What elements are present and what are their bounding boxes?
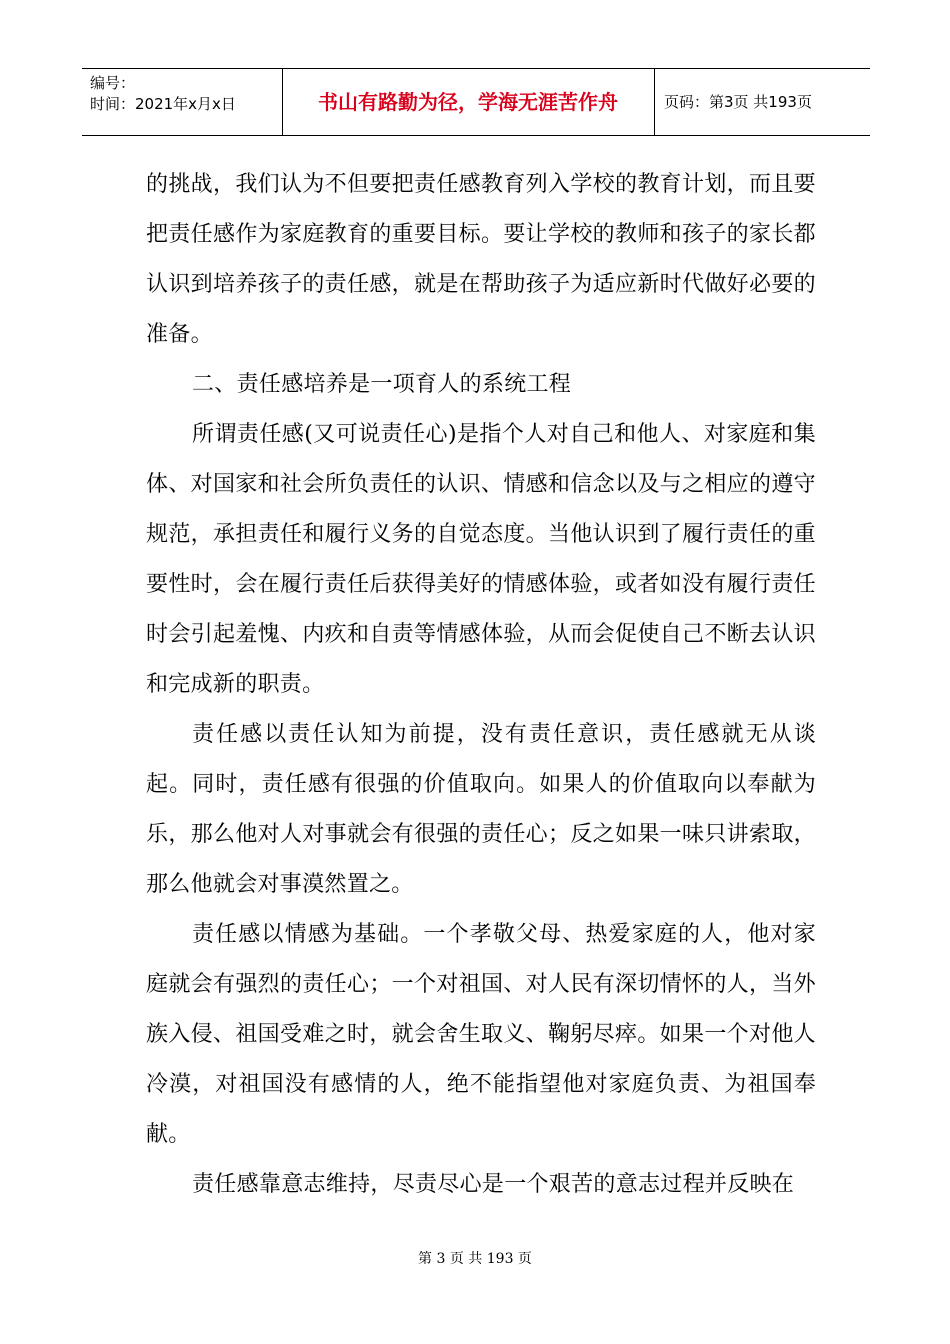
paragraph-continuation: 的挑战，我们认为不但要把责任感教育列入学校的教育计划，而且要把责任感作为家庭教育的重要目标。要让学校的教师和孩子的家长都认识到培养孩子的责任感，就是在帮助孩子为适应新时代做好必要的准备。 [146,172,816,347]
header-meta [90,73,236,115]
document-body [146,160,816,1210]
page-footer: 第 3 页 共 193 页 [418,1251,532,1267]
page-header [82,68,870,136]
paragraph: 责任感以情感为基础。一个孝敬父母、热爱家庭的人，他对家庭就会有强烈的责任心；一个对祖国、对人民有深切情怀的人，当外族入侵、祖国受难之时，就会舍生取义、鞠躬尽瘁。如果一个对他人冷漠，对祖国没有感情的人，绝不能指望他对家庭负责、为祖国奉献。 [146,922,816,1147]
section-heading: 二、责任感培养是一项育人的系统工程 [192,372,572,397]
header-page-info: 页码：第3页 共193页 [664,93,812,111]
header-time-label: 时间：2021年x月x日 [90,95,236,113]
header-number-label: 编号： [90,74,136,92]
header-divider-right [654,69,655,136]
paragraph: 责任感以责任认知为前提，没有责任意识，责任感就无从谈起。同时，责任感有很强的价值取向。如果人的价值取向以奉献为乐，那么他对人对事就会有很强的责任心；反之如果一味只讲索取，那么他就会对事漠然置之。 [146,722,816,897]
paragraph: 所谓责任感(又可说责任心)是指个人对自己和他人、对家庭和集体、对国家和社会所负责任的认识、情感和信念以及与之相应的遵守规范，承担责任和履行义务的自觉态度。当他认识到了履行责任的重要性时，会在履行责任后获得美好的情感体验，或者如没有履行责任时会引起羞愧、内疚和自责等情感体验，从而会促使自己不断去认识和完成新的职责。 [146,422,816,697]
header-motto: 书山有路勤为径，学海无涯苦作舟 [318,90,618,114]
paragraph: 责任感靠意志维持，尽责尽心是一个艰苦的意志过程并反映在 [192,1172,795,1197]
